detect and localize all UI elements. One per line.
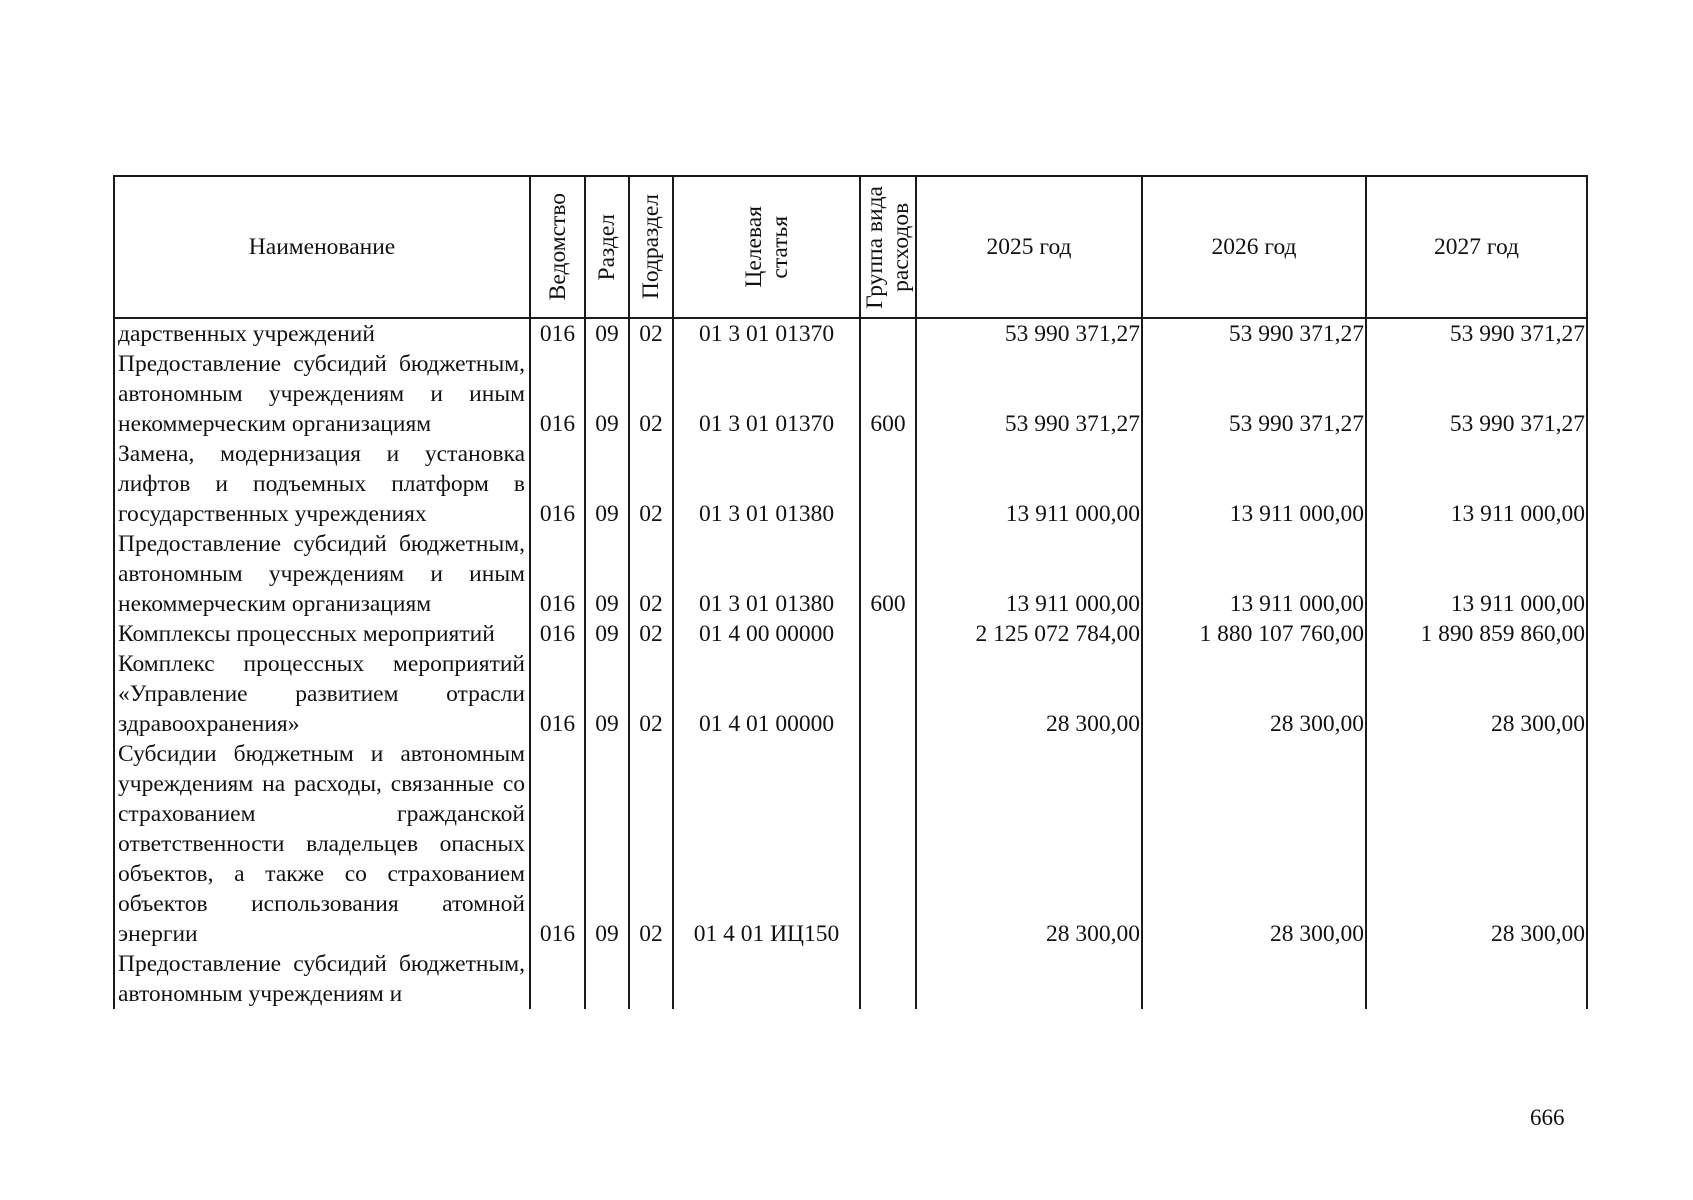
row-value-2025: 53 990 371,27	[916, 349, 1142, 439]
row-value-2026: 53 990 371,27	[1142, 349, 1366, 439]
row-podrazdel: 02	[629, 529, 673, 619]
row-name: Предоставление субсидий бюджетным, автономным учреждениям и иным некоммерческим организациям	[114, 529, 530, 619]
header-ved	[530, 176, 585, 318]
budget-table	[113, 175, 1588, 1009]
row-podrazdel: 02	[629, 619, 673, 649]
table-row	[114, 649, 1587, 739]
header-year-2027	[1366, 176, 1587, 318]
row-razdel: 09	[585, 318, 629, 349]
row-ved: 016	[530, 739, 585, 949]
row-ved: 016	[530, 439, 585, 529]
row-razdel: 09	[585, 529, 629, 619]
row-podrazdel: 02	[629, 349, 673, 439]
row-target-article: 01 3 01 01380	[673, 439, 860, 529]
header-year-2027-label: 2027 год	[1434, 234, 1519, 260]
row-value-2026	[1142, 949, 1366, 1009]
row-value-2025: 13 911 000,00	[916, 529, 1142, 619]
table-row	[114, 619, 1587, 649]
row-value-2027	[1366, 949, 1587, 1009]
row-podrazdel: 02	[629, 649, 673, 739]
row-podrazdel: 02	[629, 439, 673, 529]
row-ved: 016	[530, 649, 585, 739]
row-podrazdel: 02	[629, 739, 673, 949]
table-row	[114, 318, 1587, 349]
row-value-2027: 28 300,00	[1366, 739, 1587, 949]
row-value-2025: 28 300,00	[916, 649, 1142, 739]
row-value-2027: 1 890 859 860,00	[1366, 619, 1587, 649]
row-value-2026: 28 300,00	[1142, 649, 1366, 739]
row-target-article	[673, 949, 860, 1009]
row-value-2027: 53 990 371,27	[1366, 349, 1587, 439]
row-ved: 016	[530, 349, 585, 439]
row-target-article: 01 4 00 00000	[673, 619, 860, 649]
header-razdel-label: Раздел	[594, 213, 620, 281]
row-name: Комплексы процессных мероприятий	[114, 619, 530, 649]
table-row	[114, 349, 1587, 439]
header-razdel	[585, 176, 629, 318]
row-razdel: 09	[585, 349, 629, 439]
row-value-2027: 13 911 000,00	[1366, 529, 1587, 619]
table-row	[114, 739, 1587, 949]
row-target-article: 01 3 01 01380	[673, 529, 860, 619]
header-year-2025	[916, 176, 1142, 318]
row-value-2025	[916, 949, 1142, 1009]
header-podrazdel-label: Подраздел	[638, 194, 664, 300]
header-year-2025-label: 2025 год	[986, 234, 1072, 260]
row-value-2026: 28 300,00	[1142, 739, 1366, 949]
row-razdel	[585, 949, 629, 1009]
header-year-2026	[1142, 176, 1366, 318]
row-razdel: 09	[585, 649, 629, 739]
row-ved: 016	[530, 619, 585, 649]
row-value-2027: 53 990 371,27	[1366, 318, 1587, 349]
row-razdel: 09	[585, 619, 629, 649]
table-row	[114, 949, 1587, 1009]
row-value-2025: 53 990 371,27	[916, 318, 1142, 349]
row-target-article: 01 3 01 01370	[673, 349, 860, 439]
row-value-2026: 13 911 000,00	[1142, 439, 1366, 529]
row-podrazdel	[629, 949, 673, 1009]
header-grp-line2: расходов	[888, 202, 914, 292]
row-razdel: 09	[585, 439, 629, 529]
row-value-2026: 13 911 000,00	[1142, 529, 1366, 619]
header-podrazdel	[629, 176, 673, 318]
table-header	[114, 176, 1587, 318]
row-target-article: 01 4 01 00000	[673, 649, 860, 739]
row-target-article: 01 4 01 ИЦ150	[673, 739, 860, 949]
header-target-article	[673, 176, 860, 318]
header-cs-line1: Целевая	[740, 206, 767, 288]
row-ved: 016	[530, 529, 585, 619]
row-expense-group	[860, 439, 916, 529]
header-name-label: Наименование	[248, 234, 396, 260]
table-row	[114, 439, 1587, 529]
row-name: дарственных учреждений	[114, 318, 530, 349]
row-value-2026: 1 880 107 760,00	[1142, 619, 1366, 649]
row-expense-group	[860, 949, 916, 1009]
header-cs-line2: статья	[766, 215, 793, 279]
row-expense-group: 600	[860, 529, 916, 619]
row-expense-group	[860, 318, 916, 349]
row-value-2025: 28 300,00	[916, 739, 1142, 949]
row-value-2027: 28 300,00	[1366, 649, 1587, 739]
row-expense-group	[860, 619, 916, 649]
row-target-article: 01 3 01 01370	[673, 318, 860, 349]
row-name: Субсидии бюджетным и автономным учреждениям на расходы, связанные со страхованием гражданской ответственности владельцев опасных объектов, а также со страхованием объектов использования атомной энергии	[114, 739, 530, 949]
row-razdel: 09	[585, 739, 629, 949]
row-ved	[530, 949, 585, 1009]
row-value-2027: 13 911 000,00	[1366, 439, 1587, 529]
row-expense-group: 600	[860, 349, 916, 439]
page-number: 666	[1530, 1105, 1565, 1130]
header-expense-group	[860, 176, 916, 318]
table-body	[114, 318, 1587, 1009]
header-ved-label: Ведомство	[544, 193, 571, 301]
row-name: Предоставление субсидий бюджетным, автономным учреждениям и	[114, 949, 530, 1009]
header-grp-line1: Группа вида	[862, 185, 888, 309]
row-name: Предоставление субсидий бюджетным, автономным учреждениям и иным некоммерческим организациям	[114, 349, 530, 439]
row-name: Замена, модернизация и установка лифтов и подъемных платформ в государственных учреждениях	[114, 439, 530, 529]
row-value-2025: 13 911 000,00	[916, 439, 1142, 529]
table-row	[114, 529, 1587, 619]
row-expense-group	[860, 649, 916, 739]
row-expense-group	[860, 739, 916, 949]
header-year-2026-label: 2026 год	[1211, 234, 1297, 260]
header-name	[114, 176, 530, 318]
row-value-2025: 2 125 072 784,00	[916, 619, 1142, 649]
row-ved: 016	[530, 318, 585, 349]
row-podrazdel: 02	[629, 318, 673, 349]
row-value-2026: 53 990 371,27	[1142, 318, 1366, 349]
row-name: Комплекс процессных мероприятий «Управление развитием отрасли здравоохранения»	[114, 649, 530, 739]
